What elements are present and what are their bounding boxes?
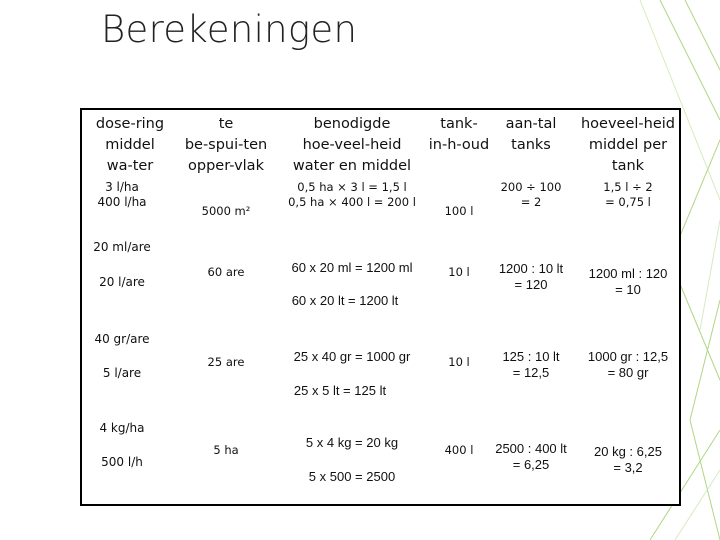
row2-count: 1200 : 10 lt = 120 [498, 261, 564, 292]
row3-calc-1: 25 x 40 gr = 1000 gr [293, 349, 411, 364]
header-tank-count: aan-tal tanks [505, 116, 557, 153]
row4-calc-1: 5 x 4 kg = 20 kg [305, 435, 399, 450]
row2-dose-2: 20 l/are [99, 275, 145, 289]
row3-per-tank: 1000 gr : 12,5 = 80 gr [587, 349, 669, 380]
row4-dose-2: 500 l/h [101, 455, 143, 469]
row4-area: 5 ha [213, 443, 239, 457]
header-dose: dose-ring middel wa-ter [95, 116, 165, 174]
row3-tank: 10 l [448, 355, 470, 369]
row3-calc-2: 25 x 5 lt = 125 lt [293, 383, 387, 398]
row1-tank: 100 l [444, 204, 474, 218]
row2-area: 60 are [207, 265, 245, 279]
row2-dose-1: 20 ml/are [93, 240, 151, 254]
row1-count: 200 ÷ 100 = 2 [500, 180, 562, 209]
row4-count: 2500 : 400 lt = 6,25 [495, 441, 567, 472]
row1-per-tank: 1,5 l ÷ 2 = 0,75 l [603, 180, 653, 209]
row2-calc-1: 60 x 20 ml = 1200 ml [291, 260, 413, 275]
row4-per-tank: 20 kg : 6,25 = 3,2 [594, 444, 662, 475]
row1-dose: 3 l/ha 400 l/ha [97, 180, 147, 209]
row4-dose-1: 4 kg/ha [99, 421, 145, 435]
row3-area: 25 are [207, 355, 245, 369]
header-per-tank: hoeveel-heid middel per tank [580, 116, 675, 174]
row4-tank: 400 l [444, 443, 474, 457]
header-volume: benodigde hoe-veel-heid water en middel [292, 116, 412, 174]
row2-tank: 10 l [448, 265, 470, 279]
page-title: Berekeningen [101, 8, 358, 51]
header-area: te be-spui-ten opper-vlak [184, 116, 268, 174]
row1-area: 5000 m² [201, 204, 251, 218]
row1-calc: 0,5 ha × 3 l = 1,5 l 0,5 ha × 400 l = 200 l [288, 180, 416, 209]
row2-per-tank: 1200 ml : 120 = 10 [588, 266, 668, 297]
header-tank-content: tank- in-h-oud [428, 116, 490, 153]
row3-dose-1: 40 gr/are [94, 332, 150, 346]
calculation-table [80, 108, 681, 506]
row3-count: 125 : 10 lt = 12,5 [502, 349, 560, 380]
row2-calc-2: 60 x 20 lt = 1200 lt [291, 293, 399, 308]
row3-dose-2: 5 l/are [102, 366, 142, 380]
row4-calc-2: 5 x 500 = 2500 [308, 469, 396, 484]
